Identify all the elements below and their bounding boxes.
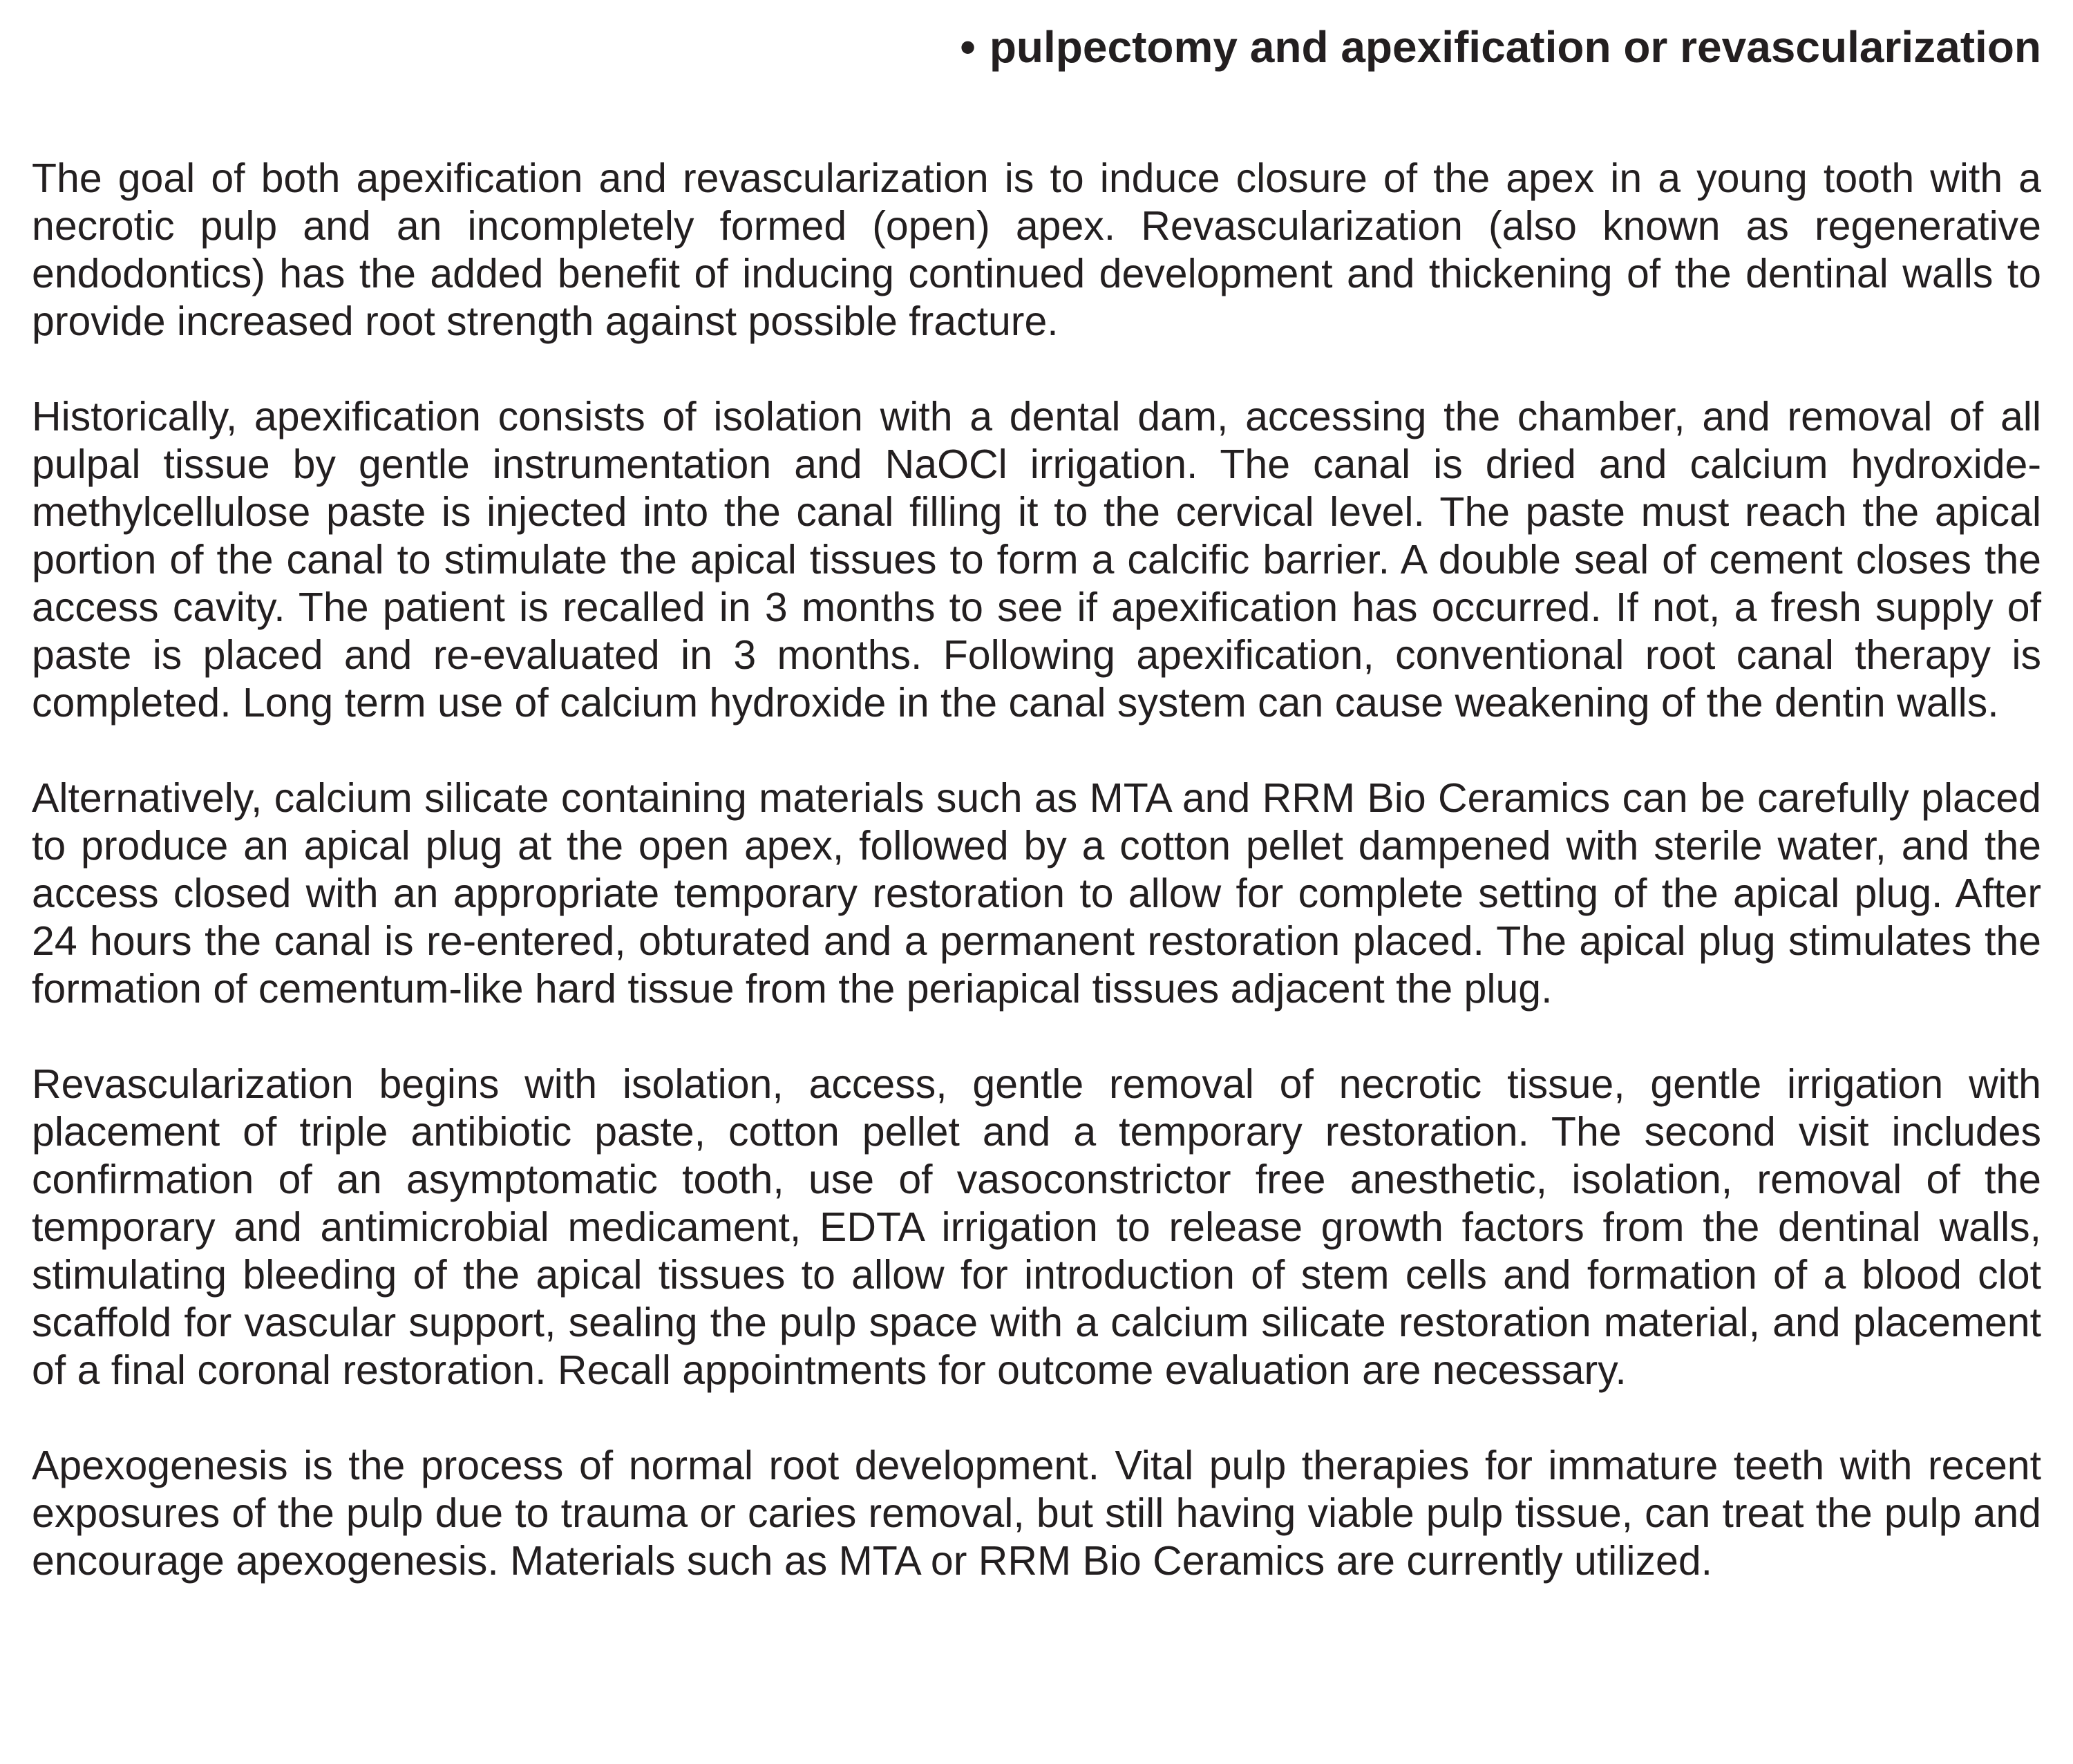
paragraph-apexification-history: Historically, apexification consists of isolation with a dental dam, accessing the chamber, and removal of all pulpal tissue by gentle instrumentation and NaOCl irrigation. The canal is dried and calcium hydroxide-methylcellulose paste is injected into the canal filling it to the cervical level. The paste must reach the apical portion of the canal to stimulate the apical tissues to form a calcific barrier. A double seal of cement closes the access cavity. The patient is recalled in 3 months to see if apexification has occurred. If not, a fresh supply of paste is placed and re-evaluated in 3 months. Following apexification, conventional root canal therapy is completed. Long term use of calcium hydroxide in the canal system can cause weakening of the dentin walls. bbox=[32, 394, 2041, 725]
bullet-icon: • bbox=[960, 22, 976, 72]
document-page bbox=[32, 0, 2041, 1585]
section-heading-text: pulpectomy and apexification or revascularization bbox=[989, 22, 2041, 72]
paragraph-apexogenesis: Apexogenesis is the process of normal root development. Vital pulp therapies for immature teeth with recent exposures of the pulp due to trauma or caries removal, but still having viable pulp tissue, can treat the pulp and encourage apexogenesis. Materials such as MTA or RRM Bio Ceramics are currently utilized. bbox=[32, 1443, 2041, 1584]
paragraph-goal: The goal of both apexification and revascularization is to induce closure of the apex in a young tooth with a necrotic pulp and an incompletely formed (open) apex. Revascularization (also known as regenerative endodontics) has the added benefit of inducing continued development and thickening of the dentinal walls to provide increased root strength against possible fracture. bbox=[32, 155, 2041, 344]
paragraph-calcium-silicate-plug: Alternatively, calcium silicate containing materials such as MTA and RRM Bio Ceramics can be carefully placed to produce an apical plug at the open apex, followed by a cotton pellet dampened with sterile water, and the access closed with an appropriate temporary restoration to allow for complete setting of the apical plug. After 24 hours the canal is re-entered, obturated and a permanent restoration placed. The apical plug stimulates the formation of cementum-like hard tissue from the periapical tissues adjacent the plug. bbox=[32, 775, 2041, 1012]
paragraph-revascularization: Revascularization begins with isolation, access, gentle removal of necrotic tissue, gentle irrigation with placement of triple antibiotic paste, cotton pellet and a temporary restoration. The second visit includes confirmation of an asymptomatic tooth, use of vasoconstrictor free anesthetic, isolation, removal of the temporary and antimicrobial medicament, EDTA irrigation to release growth factors from the dentinal walls, stimulating bleeding of the apical tissues to allow for introduction of stem cells and formation of a blood clot scaffold for vascular support, sealing the pulp space with a calcium silicate restoration material, and placement of a final coronal restoration. Recall appointments for outcome evaluation are necessary. bbox=[32, 1061, 2041, 1393]
section-heading bbox=[32, 0, 2041, 76]
